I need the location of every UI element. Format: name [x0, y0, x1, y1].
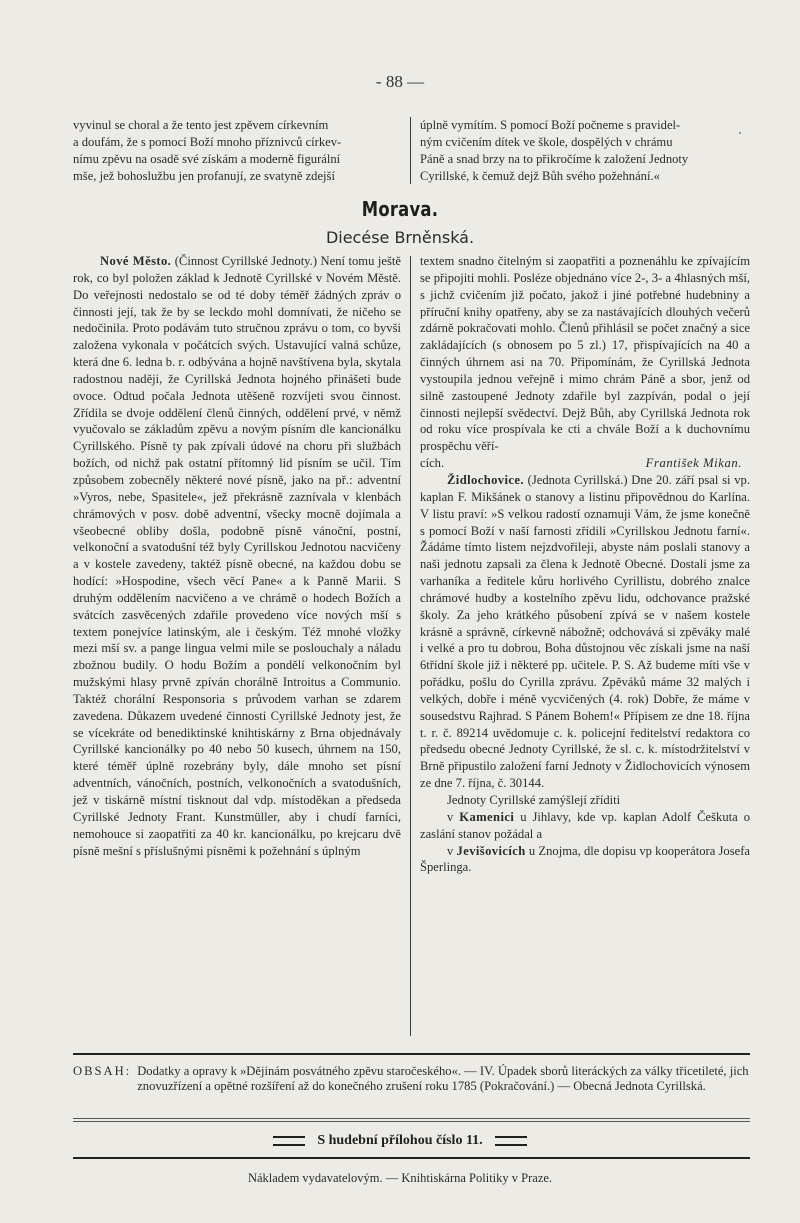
right-column	[420, 253, 750, 876]
section-title: Morava.	[361, 197, 439, 221]
table-of-contents	[73, 1064, 753, 1094]
signature-row	[420, 455, 750, 472]
decorative-double-bar	[495, 1136, 527, 1146]
continuation-left-column	[73, 117, 401, 184]
horizontal-rule	[73, 1053, 750, 1055]
double-rule	[73, 1118, 750, 1122]
contents-label: OBSAH:	[73, 1064, 132, 1078]
planned-kamenice	[420, 809, 750, 843]
text-line: mše, jež bohoslužbu jen profanují, ze svatyně zdejší	[73, 168, 335, 183]
continuation-right-column	[420, 117, 740, 184]
text-line: vyvinul se choral a že tento jest zpěvem církevním	[73, 118, 329, 132]
supplement-text: S hudební přílohou číslo 11.	[317, 1133, 483, 1148]
article-body: psal si vp. kaplan F. Mikšánek o stanovy a listinu připovědnou do Karlína. V listu praví: »S velkou radostí oznamuji Vám, že jsme konečně s pomocí Boží v naší farnosti zřídili »Cyrillskou Jednotu farní«. Žádáme tímto listem nejzdvořileji, abyste nám poslali stanovy a naši jednotu zapsali za člena k Jednotě Obecné. Dostali jsme za varhaníka a ředitele kůru horlivého Cyrillistu, dobrého znalce chrámové hudby a kostelního zpěvu lidu, odchovance pražské školy. Za jeho krátkého působení zpívá se v našem kostele krásně a správně, církevně nábožně; odchovává si zpěváky malé i velké a pro tu dobrou, Boha důstojnou věc získali jsme na naší 6třídní škole již i některé pp. učitele. P. S. Až budeme míti vše v pořádku, pošlu do Cyrilla zprávu. Zpěváků máme 32 malých i velkých, dobře i méně vycvičených (4. rok) Dobře, že máme v sousedstvu Rajhrad. S Pánem Bohem!« Přípisem ze dne 18. října t. r. č. 89214 uvědomuje c. k. policejní ředitelství redaktora co předsedu obecné Jednoty Cyrillské, že sl. c. k. místodržitelství v Brně připustilo založení farní Jednoty v Židlochovicích výnosem ze dne 7. října, č. 30144.	[420, 472, 750, 791]
article-continuation: textem snadno čitelným si zaopatřiti a poznenáhlu ke zpívajícím se připojiti mohli. Posléze objednáno více 2-, 3- a 4hlasných mší, s jichž cvičením již počato, jakož i jiné potřebné hudebniny a příruční knihy opatřeny, aby se za nastávajících dlouhých večerů zdárně pokračovati mohlo. Členů přihlásil se počet značný a sice zakládajících (s obnosem po 5 zl.) 17, přispívajících na 40 a činných úhrnem asi na 70. Připomínám, že Cyrillská Jednota vystoupila jednou veřejně i mimo chrám Páně a sbor, jenž od silně zastoupené Jednoty zdařile byl zazpíván, podal o její činnosti nejlepší svědectví. Dejž Bůh, aby Cyrillská Jednota rok od roku více prospívala ke cti a chvále Boží a k duchovnímu prospěchu věří-	[420, 254, 750, 454]
section-subtitle: Diecése Brněnská.	[325, 228, 475, 247]
article-zidlochovice	[420, 472, 750, 792]
place-name: Židlochovice.	[447, 472, 524, 487]
text-line: úplně vymítím. S pomocí Boží počneme s pravidel-	[420, 118, 681, 132]
article-lead: (Činnost Cyrillské Jednoty.) Není	[171, 254, 345, 268]
text-line: Páně a snad brzy na to přikročíme k založení Jednoty	[420, 151, 689, 166]
closing-word: cích.	[420, 456, 445, 471]
article-body: tomu ještě rok, co byl položen základ k Jednotě Cyrillské v Novém Městě. Do veřejnosti nedostalo se od té doby téměř žádných zpráv o činnosti její, tak že by se leckdo mohl domnívati, že ničeho se nedočinila. Proto podávám tuto stručnou zprávu o tom, co byvši založena vykonala v počátcích svých. Ustavující valná schůze, která dne 6. ledna b. r. odbývána a hojně navštívena byla, skytala radostnou naději, že Cyrillská Jednota hojného přinášeti bude ovoce. Odtud počala Jednota utěšeně rozvíjeti svou činnost. Zřídila se dvoje oddělení členů činných, oddělení prvé, v němž vyučovalo se základům zpěvu a novým písním dle kancionálku Cyrillského. Písně ty pak zpívali údové na choru při službách božích, od nichž pak ostatní přítomný lid písním se učil. Tím způsobem zobecněly některé nové písně, jako na př.: adventní »Vyros, nebe, Spasitele«, jež překrásně zaznívala v klenbách chrámových v posv. době adventní, všecky mocně dojímala a všeobecné obliby došla, podobně písně vánoční, postní, velkonoční a svatodušní též byly Cyrillskou Jednotou nacvičeny a v kostele zavedeny, taktéž písně obecné, na každou dobu se hodící: »Hospodine, všech věcí Pane« a k Panně Marii. S druhým oddělením nacvičeno a ve chrámě o hodech Božích a svátcích zasvěcených zdařile provedeno více nových mší s textem ponejvíce latinským, ale i českým. Též mnohé vložky mezi mší sv. a pange lingua velmi mile se poslouchaly a náladu zbožnou budily. O hodu Božím a pondělí velkonočním byl mužskými hlasy prvně zpíván chorálně Introitus a Communio. Taktéž chorální Responsoria s průvodem varhan se zdarem zavedena. Důkazem uvedené činnosti Cyrillské Jednoty jest, že se vícekráte od benediktinské knihtiskárny z Brna objednávaly Cyrillské kancionálky po 40 nebo 50 kusech, úhrnem na 150, které téměř úplně rozebrány byly, dále mnoho set písní adventních, vánočních, postních, velkonočních a svatodušních, jež v tiskárně místní tisknout dal vdp. místoděkan a předseda Cyrillské Jednoty Frant. Kunstmüller, aby i chudí farníci, nemohouce si zaopatřiti za 40 kr. kancionálku, po krejcaru dvě písně mešní s příslušnými písněmi k požehnání s úplným	[73, 254, 401, 858]
column-divider	[410, 256, 411, 1036]
planned-intro: Jednoty Cyrillské zamýšlejí zříditi	[447, 793, 621, 807]
text-line: ným cvičením dítek ve škole, dospělých v chrámu	[420, 134, 673, 149]
planned-text: u Znojma, dle dopisu vp kooperátora Josefa Šperlinga.	[420, 843, 750, 875]
article-nove-mesto	[73, 253, 401, 859]
place-name: Kamenici	[459, 809, 515, 824]
author-signature: František Mikan.	[645, 456, 742, 471]
text-line: nímu zpěvu na osadě své získám a moderně figurální	[73, 151, 341, 166]
decorative-double-bar	[273, 1136, 305, 1146]
publisher-imprint: Nákladem vydavatelovým. — Knihtiskárna Politiky v Praze.	[247, 1171, 553, 1185]
place-name: Nové Město.	[100, 254, 172, 268]
contents-text: Dodatky a opravy k »Dějinám posvátného zpěvu staročeského«. — IV. Úpadek sborů literáckých za války třicetileté, jich znovuzřízení a opětné rozšíření až do konečného zrušení roku 1785 (Pokračování.) — Obecná Jednota Cyrillská.	[137, 1064, 749, 1093]
place-name: Jevišovicích	[456, 843, 526, 858]
text-line: a doufám, že s pomocí Boží mnoho příznivců církev-	[73, 134, 342, 149]
left-column	[73, 253, 401, 859]
page-number: - 88 —	[375, 72, 425, 91]
planned-text: u Jihlavy, kde vp. kaplan Adolf Češkuta o zaslání stanov požádal a	[420, 809, 750, 841]
column-divider	[410, 117, 411, 184]
prefix: v	[447, 843, 457, 858]
prefix: v	[447, 809, 460, 824]
article-lead: (Jednota Cyrillská.) Dne 20. září	[523, 472, 695, 487]
text-line: Cyrillské, k čemuž dejž Bůh svého požehnání.«	[420, 168, 660, 183]
planned-jevisovice	[420, 843, 750, 877]
horizontal-rule	[73, 1157, 750, 1159]
music-supplement-banner	[0, 1133, 800, 1149]
